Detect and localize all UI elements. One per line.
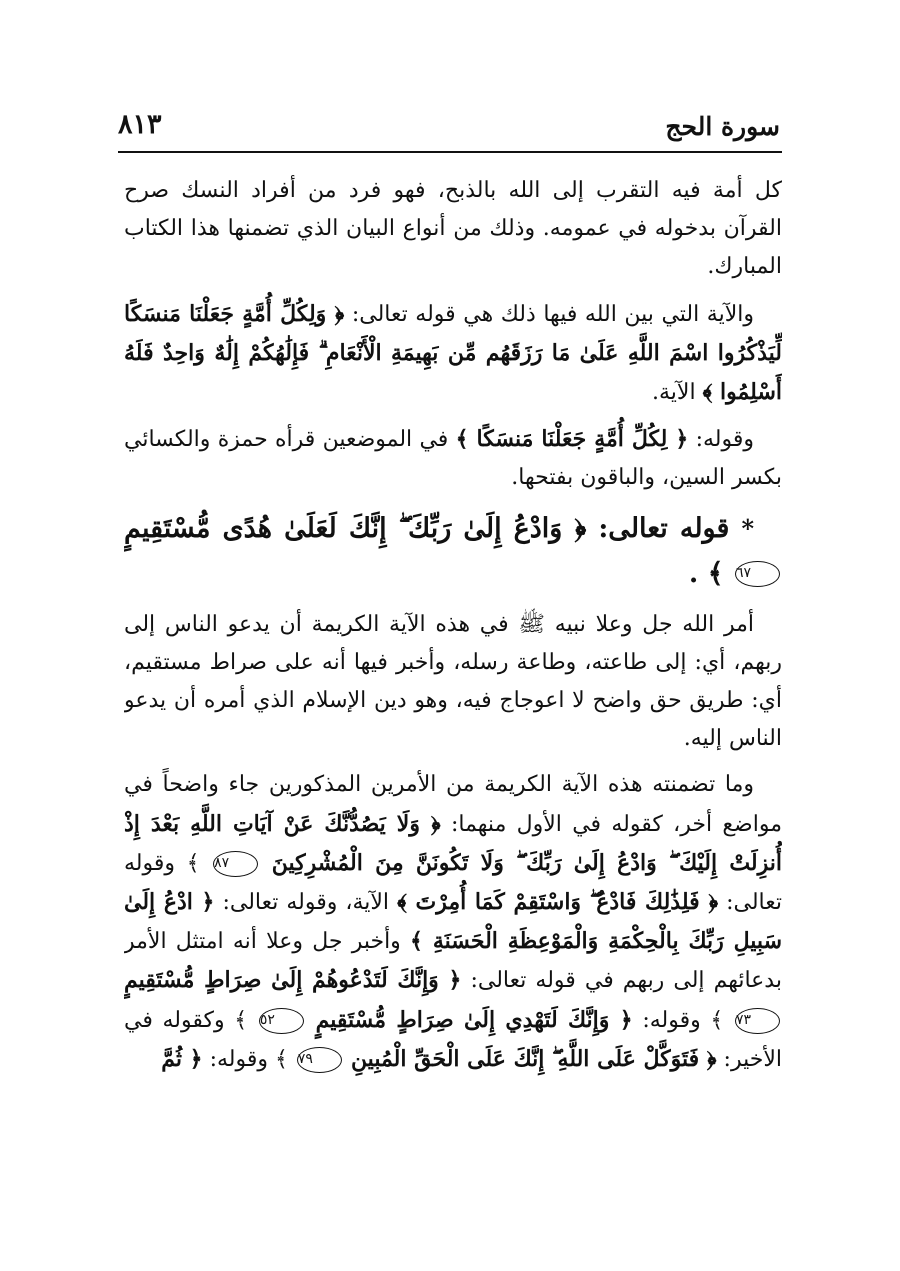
ayah-number-marker: ٦٧: [735, 561, 780, 587]
surah-name: سورة الحج: [665, 112, 780, 141]
ayah-number-marker: ٥٢: [259, 1008, 304, 1034]
quran-verse: ﴿ لِكُلِّ أُمَّةٍ جَعَلْنَا مَنسَكًا ﴾: [455, 426, 689, 453]
ayah-number-marker: ٧٩: [297, 1047, 342, 1073]
paragraph-text: الآية، وقوله تعالى:: [222, 890, 390, 916]
salutation-glyph: ﷺ: [518, 611, 545, 637]
ayah-number-marker: ٨٧: [213, 851, 258, 877]
heading-label: قوله تعالى:: [598, 512, 730, 544]
paragraph-verse-citation: [124, 295, 782, 413]
paragraph-text: كل أمة فيه التقرب إلى الله بالذبح، فهو فرد من أفراد النسك صرح القرآن بدخوله في عمومه. وذلك من أنواع البيان الذي تضمنها هذا الكتاب المبارك.: [124, 178, 782, 280]
quran-verse: ﴿ وَلَا يَصُدُّنَّكَ عَنْ آيَاتِ اللَّهِ بَعْدَ إِذْ أُنزِلَتْ إِلَيْكَ ۖ وَادْعُ إِلَىٰ رَبِّكَ ۖ وَلَا تَكُونَنَّ مِنَ الْمُشْرِكِينَ: [124, 810, 782, 876]
paragraph-text: وأخبر جل وعلا أنه امتثل الأمر بدعائهم إلى ربهم في قوله تعالى:: [124, 929, 782, 994]
quran-verse: ﴿ فَلِذَٰلِكَ فَادْعُ ۖ وَاسْتَقِمْ كَمَا أُمِرْتَ ﴾: [397, 889, 719, 916]
paragraph-text: وما تضمنته هذه الآية الكريمة من الأمرين المذكورين جاء واضحاً في مواضع أخر، كقوله في الأول منهما:: [124, 772, 782, 837]
quran-verse: ﴿ وَإِنَّكَ لَتَهْدِي إِلَىٰ صِرَاطٍ مُّسْتَقِيمٍ: [315, 1006, 633, 1033]
header-divider: [118, 151, 782, 153]
paragraph-qiraat-note: [124, 420, 782, 497]
paragraph-text: ﴾ وقوله:: [209, 1046, 288, 1072]
paragraph-text: في هذه الآية الكريمة أن يدعو الناس إلى ربهم، أي: إلى طاعته، وطاعة رسله، وأخبر فيها أنه على صراط مستقيم، أي: طريق حق واضح لا اعوجاج فيه، وهو دين الإسلام الذي أمره أن يدعو الناس إليه.: [124, 611, 782, 752]
verse-close: ﴾ .: [688, 557, 724, 589]
quran-verse: ﴿ وَلِكُلِّ أُمَّةٍ جَعَلْنَا مَنسَكًا لِّيَذْكُرُوا اسْمَ اللَّهِ عَلَىٰ مَا رَزَقَهُم مِّن بَهِيمَةِ الْأَنْعَامِ ۗ فَإِلَٰهُكُمْ إِلَٰهٌ وَاحِدٌ فَلَهُ أَسْلِمُوا ﴾: [124, 300, 782, 406]
paragraph-supporting-verses: [124, 766, 782, 1079]
paragraph-text: ﴾ وكقوله في الأخير:: [124, 1007, 782, 1072]
quran-verse: ﴿ فَتَوَكَّلْ عَلَى اللَّهِ ۖ إِنَّكَ عَلَى الْحَقِّ الْمُبِينِ: [350, 1045, 717, 1072]
star-icon: *: [741, 513, 755, 543]
quran-verse: ﴿ ادْعُ إِلَىٰ سَبِيلِ رَبِّكَ بِالْحِكْمَةِ وَالْمَوْعِظَةِ الْحَسَنَةِ ﴾: [124, 889, 782, 955]
section-heading: [124, 506, 782, 596]
paragraph-text: والآية التي بين الله فيها ذلك هي قوله تعالى:: [351, 301, 755, 327]
page-body: [124, 172, 782, 1264]
page-header: [118, 110, 780, 150]
paragraph-nusuk-statement: [124, 172, 782, 287]
paragraph-text: أمر الله جل وعلا نبيه: [554, 611, 754, 637]
quran-verse: ﴿ ثُمَّ: [161, 1045, 203, 1072]
paragraph-text: في الموضعين قرأه حمزة والكسائي بكسر السين، والباقون بفتحها.: [124, 427, 782, 491]
ayah-number-marker: ٧٣: [735, 1008, 780, 1034]
quran-verse: ﴿ وَادْعُ إِلَىٰ رَبِّكَ ۖ إِنَّكَ لَعَلَىٰ هُدًى مُّسْتَقِيمٍ: [124, 512, 587, 544]
quran-verse: ﴿ وَإِنَّكَ لَتَدْعُوهُمْ إِلَىٰ صِرَاطٍ مُّسْتَقِيمٍ: [124, 967, 462, 994]
paragraph-command-explanation: [124, 606, 782, 759]
page-number: ٨١٣: [118, 109, 162, 140]
paragraph-text: الآية.: [651, 380, 696, 406]
paragraph-text: وقوله:: [695, 427, 754, 453]
paragraph-text: ﴾ وقوله تعالى:: [124, 850, 782, 916]
paragraph-text: ﴾ وقوله:: [642, 1007, 724, 1033]
